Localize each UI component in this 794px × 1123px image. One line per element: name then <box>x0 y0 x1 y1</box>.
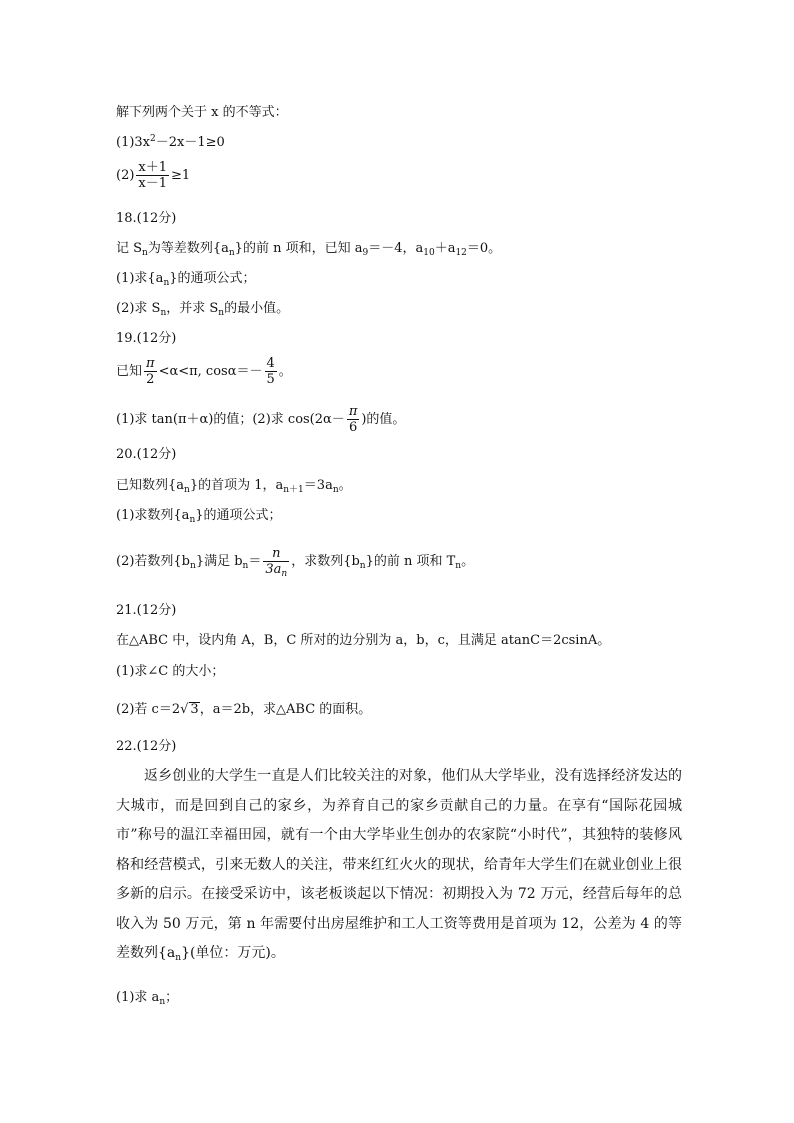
fraction: $\frac{x+1}{x-1}$ <box>138 160 168 191</box>
q22-part1: (1)求 $a_n$； <box>116 990 179 1007</box>
q22-header: 22.(12分) <box>116 739 177 754</box>
q21-part1: (1)求∠C 的大小； <box>116 664 225 679</box>
q20-part2: (2)若数列$\{b_n\}$满足 $b_n=$ $\frac{n}{3a_n}$ ，求数列$\{b_n\}$的前 n 项和 $T_n$。 <box>116 546 475 579</box>
q20-stem: 已知数列$\{a_n\}$的首项为 1，$a_{n+1}=3a_n$。 <box>116 478 352 495</box>
q18-stem: 记 $S_n$为等差数列$\{a_n\}$的前 n 项和，已知 $a_9=-4$，$a_{10}+a_{12}=0$。 <box>116 241 502 258</box>
fraction: $\frac{n}{3a_n}$ <box>265 546 288 579</box>
q20-part1: (1)求数列$\{a_n\}$的通项公式； <box>116 508 282 525</box>
q19-header: 19.(12分) <box>116 331 177 346</box>
q20-header: 20.(12分) <box>116 447 177 462</box>
q18-part1: (1)求$\{a_n\}$的通项公式； <box>116 271 256 288</box>
q19-stem: 已知 $\frac{\pi}{2}$ <α<π, cosα＝－ $\frac{4}{5}$ 。 <box>116 356 292 387</box>
q22-paragraph: 返乡创业的大学生一直是人们比较关注的对象，他们从大学毕业，没有选择经济发达的大城市，而是回到自己的家乡，为养育自己的家乡贡献自己的力量。在享有“国际花园城市”称号的温江幸福田园，就有一个由大学毕业生创办的农家院“小时代”，其独特的装修风格和经营模式，引来无数人的关注，带来红红火火的现状，给青年大学生们在就业创业上很多新的启示。在接受采访中，该老板谈起以下情况：初期投入为 72 万元，经营后每年的总收入为 50 万元，第 n 年需要付出房屋维护和工人工资等费用是首项为 12，公差为 4 的等差数列$\{a_n\}$(单位：万元)。 <box>116 768 682 963</box>
q18-header: 18.(12分) <box>116 211 177 226</box>
q17-stem: 解下列两个关于 x 的不等式： <box>116 105 288 120</box>
fraction: $\frac{\pi}{6}$ <box>348 404 358 435</box>
q21-part2: (2)若 c＝2√ 3，a＝2b，求△ABC 的面积。 <box>116 702 372 717</box>
q19-parts: (1)求 tan(π＋α)的值；(2)求 cos(2α－ $\frac{\pi}{6}$ )的值。 <box>116 404 406 435</box>
q21-stem: 在△ABC 中，设内角 A，B，C 所对的边分别为 a，b，c，且满足 atanC＝2csinA。 <box>116 633 611 648</box>
q17-part1: $(1)3x^2-2x-1\ge 0$ <box>116 134 225 150</box>
q21-header: 21.(12分) <box>116 603 177 618</box>
fraction: $\frac{4}{5}$ <box>266 356 275 387</box>
q18-part2: (2)求 $S_n$，并求 $S_n$的最小值。 <box>116 301 290 318</box>
fraction: $\frac{\pi}{2}$ <box>146 356 155 387</box>
q17-part2: (2) $\frac{x+1}{x-1}$ ≥1 <box>116 160 191 191</box>
